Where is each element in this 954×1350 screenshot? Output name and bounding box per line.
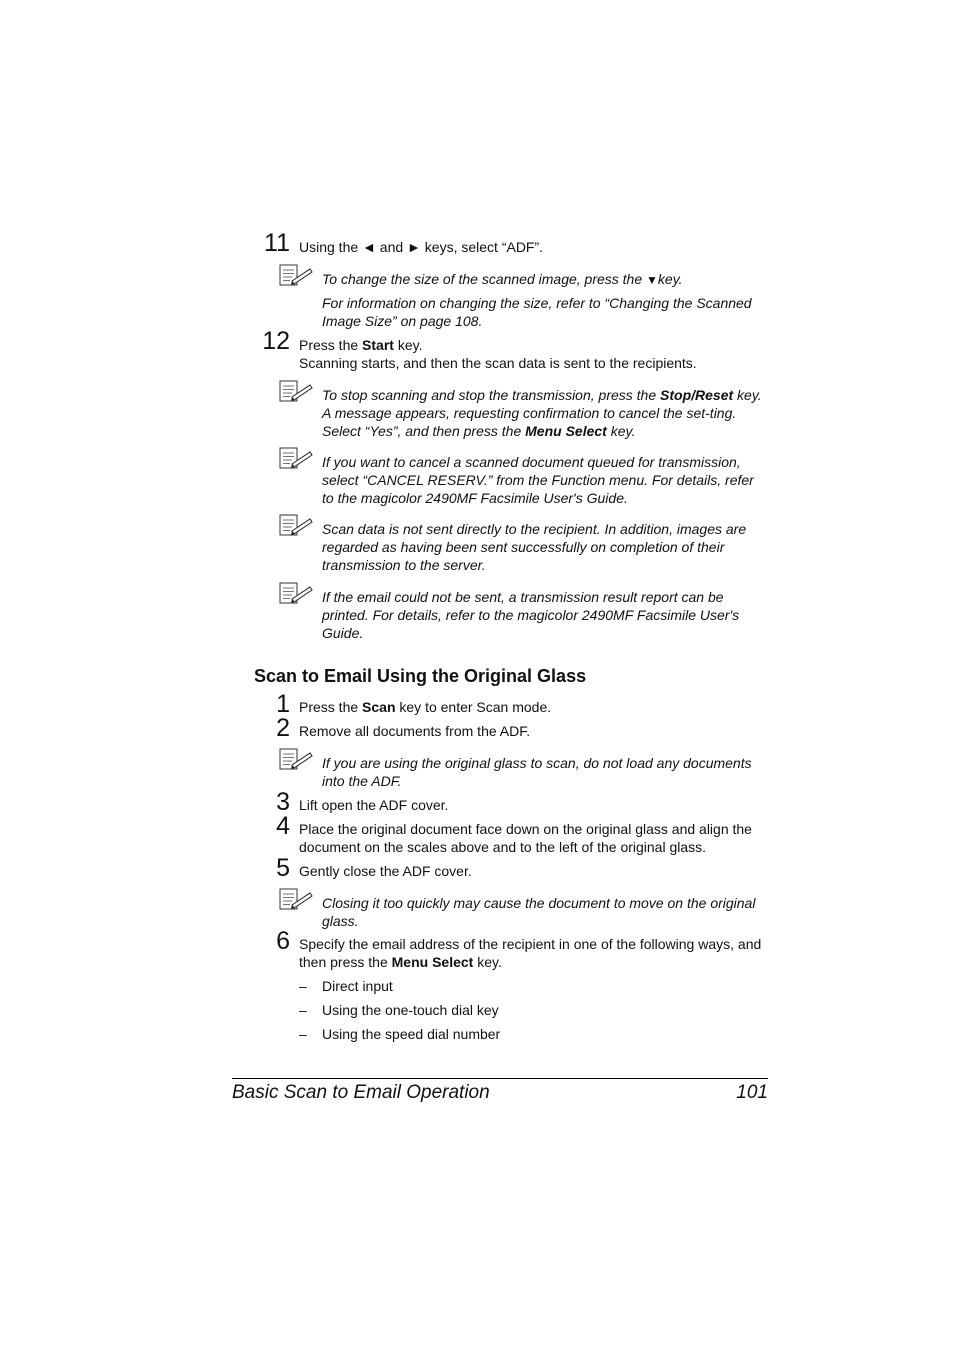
footer-title: Basic Scan to Email Operation <box>232 1082 490 1103</box>
left-arrow-icon: ◄ <box>362 239 376 255</box>
note-text: Scan data is not sent directly to the recipient. In addition, images are regarded as having been sent successfully on completion of their transmission to the server. <box>322 521 747 573</box>
text: key. <box>657 271 683 287</box>
key-name: Menu Select <box>391 954 474 970</box>
text: key to enter Scan mode. <box>395 699 552 715</box>
note-text <box>322 386 768 440</box>
key-name: Scan <box>362 699 396 715</box>
key-name: Menu Select <box>525 423 607 439</box>
note-text: For information on changing the size, refer to “Changing the Scanned Image Size” on page 108. <box>322 295 752 329</box>
list-bullet: – <box>299 1026 307 1042</box>
step-number: 1 <box>276 690 290 718</box>
down-arrow-icon: ▼ <box>646 273 658 287</box>
step-number: 5 <box>276 854 290 882</box>
text: Using the <box>299 239 363 255</box>
note-text: If you are using the original glass to scan, do not load any documents into the ADF. <box>322 755 752 789</box>
note-text: If the email could not be sent, a transmission result report can be printed. For details, refer to the magicolor 2490MF Facsimile User's Guide. <box>322 589 740 641</box>
text: To stop scanning and stop the transmission, press the <box>322 387 661 403</box>
right-arrow-icon: ► <box>407 239 421 255</box>
page-number: 101 <box>736 1082 768 1103</box>
step-number: 3 <box>276 788 290 816</box>
list-item: Using the one-touch dial key <box>322 1002 499 1018</box>
footer-divider <box>232 1078 768 1079</box>
text: Press the <box>299 337 363 353</box>
text: Press the <box>299 699 363 715</box>
list-bullet: – <box>299 1002 307 1018</box>
text: keys, select “ADF”. <box>420 239 544 255</box>
text: key. <box>606 423 636 439</box>
list-item: Using the speed dial number <box>322 1026 501 1042</box>
text: and <box>375 239 408 255</box>
step-text <box>299 698 769 716</box>
note-text <box>322 270 768 289</box>
step-text: Remove all documents from the ADF. <box>299 723 531 739</box>
key-name: Stop/Reset <box>660 387 734 403</box>
note-pencil-icon <box>279 748 313 770</box>
step-number: 4 <box>276 812 290 840</box>
note-text: Closing it too quickly may cause the document to move on the original glass. <box>322 895 756 929</box>
text: To change the size of the scanned image, press the <box>322 271 647 287</box>
list-item: Direct input <box>322 978 393 994</box>
step-text: Lift open the ADF cover. <box>299 797 449 813</box>
key-name: Start <box>362 337 394 353</box>
step-number: 6 <box>276 927 290 955</box>
note-pencil-icon <box>279 514 313 536</box>
note-pencil-icon <box>279 888 313 910</box>
text: key. <box>473 954 502 970</box>
section-heading: Scan to Email Using the Original Glass <box>254 666 587 686</box>
note-pencil-icon <box>279 582 313 604</box>
note-text: If you want to cancel a scanned document queued for transmission, select “CANCEL RESERV.” from the Function menu. For details, refer to the magicolor 2490MF Facsimile User's Guide. <box>322 454 754 506</box>
note-pencil-icon <box>279 264 313 286</box>
note-pencil-icon <box>279 380 313 402</box>
text: key. <box>393 337 423 353</box>
step-text <box>299 935 769 971</box>
text: Specify the email address of the recipient in one of the following ways, and then press the <box>299 936 762 970</box>
step-number: 11 <box>264 229 290 257</box>
step-number: 2 <box>276 714 290 742</box>
text: key. A message appears, requesting confirmation to cancel the set-ting. Select “Yes”, and then press the <box>322 387 762 439</box>
step-text <box>299 238 769 256</box>
step-number: 12 <box>262 327 290 355</box>
note-pencil-icon <box>279 447 313 469</box>
step-text <box>299 336 769 354</box>
list-bullet: – <box>299 978 307 994</box>
step-text: Gently close the ADF cover. <box>299 863 472 879</box>
step-text: Place the original document face down on the original glass and align the document on the scales above and to the left of the original glass. <box>299 821 752 855</box>
step-text: Scanning starts, and then the scan data is sent to the recipients. <box>299 355 697 371</box>
